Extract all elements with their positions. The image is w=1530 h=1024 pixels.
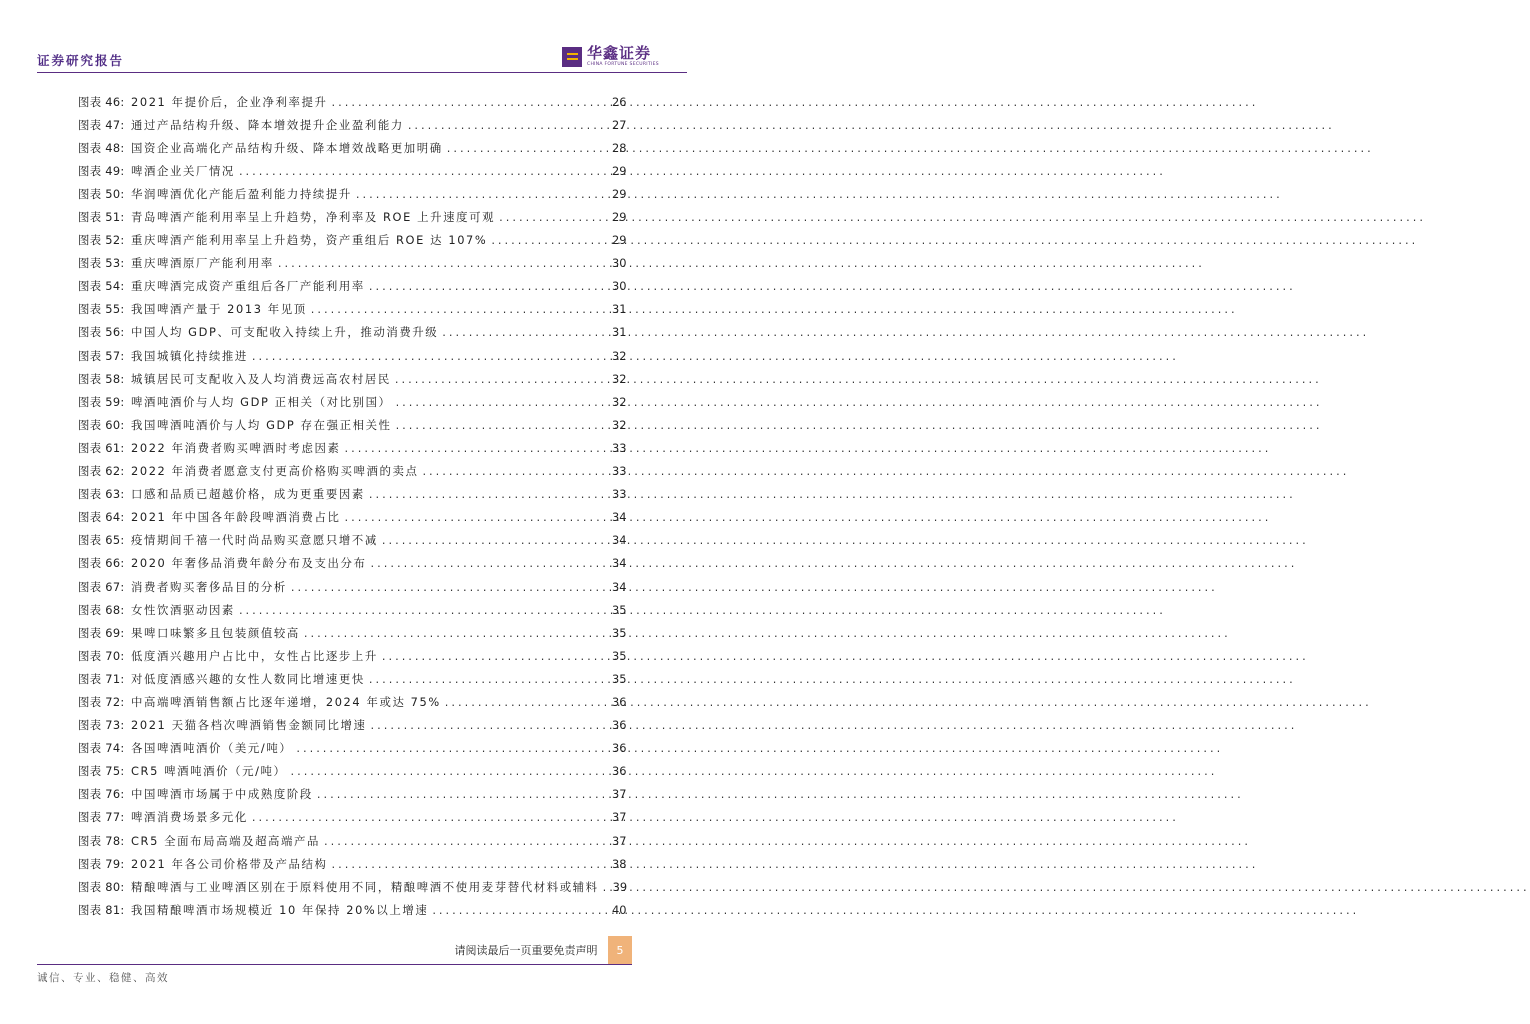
toc-figure-number: 图表 57: xyxy=(78,348,125,363)
toc-entry[interactable] xyxy=(78,460,626,483)
toc-entry[interactable] xyxy=(78,159,626,182)
toc-entry[interactable] xyxy=(78,898,626,921)
toc-entry[interactable] xyxy=(78,182,626,205)
toc-figure-number: 图表 53: xyxy=(78,256,125,271)
toc-figure-title: 口感和品质已超越价格，成为更重要因素 xyxy=(131,487,365,502)
toc-figure-title: 重庆啤酒完成资产重组后各厂产能利用率 xyxy=(131,279,365,294)
toc-figure-number: 图表 50: xyxy=(78,186,125,201)
toc-figure-title: 2021 年各公司价格带及产品结构 xyxy=(131,856,328,871)
toc-entry[interactable] xyxy=(78,136,626,159)
toc-entry[interactable] xyxy=(78,90,626,113)
header-divider xyxy=(37,72,687,73)
toc-leader-dots xyxy=(291,764,609,778)
toc-leader-dots xyxy=(370,556,608,570)
toc-page-number: 35 xyxy=(612,648,627,663)
toc-entry[interactable] xyxy=(78,229,626,252)
toc-page-number: 32 xyxy=(612,371,627,386)
toc-leader-dots xyxy=(311,302,608,316)
toc-figure-title: 疫情期间千禧一代时尚品购买意愿只增不减 xyxy=(131,533,378,548)
toc-entry[interactable] xyxy=(78,436,626,459)
toc-figure-number: 图表 62: xyxy=(78,464,125,479)
toc-page-number: 34 xyxy=(612,510,627,525)
toc-leader-dots xyxy=(296,741,608,755)
disclaimer-note: 请阅读最后一页重要免责声明 xyxy=(452,936,600,964)
toc-leader-dots xyxy=(324,834,608,848)
toc-page-number: 28 xyxy=(612,140,627,155)
toc-figure-title: 啤酒吨酒价与人均 GDP 正相关（对比别国） xyxy=(131,394,392,409)
toc-entry[interactable] xyxy=(78,298,626,321)
toc-figure-title: 果啤口味繁多且包装颜值较高 xyxy=(131,625,300,640)
toc-figure-title: 通过产品结构升级、降本增效提升企业盈利能力 xyxy=(131,117,404,132)
toc-page-number: 37 xyxy=(612,810,627,825)
toc-leader-dots xyxy=(603,880,609,894)
logo-name-en: CHINA FORTUNE SECURITIES xyxy=(587,62,659,67)
toc-leader-dots xyxy=(395,372,608,386)
toc-figure-number: 图表 69: xyxy=(78,625,125,640)
toc-figure-title: 精酿啤酒与工业啤酒区别在于原料使用不同，精酿啤酒不使用麦芽替代材料或辅料 xyxy=(131,879,599,894)
toc-leader-dots xyxy=(408,118,608,132)
toc-figure-title: 2021 年中国各年龄段啤酒消费占比 xyxy=(131,510,341,525)
toc-figure-title: 中高端啤酒销售额占比逐年递增，2024 年或达 75% xyxy=(131,694,441,709)
toc-leader-dots xyxy=(432,903,608,917)
toc-figure-number: 图表 66: xyxy=(78,556,125,571)
toc-figure-number: 图表 73: xyxy=(78,718,125,733)
toc-figure-title: 啤酒企业关厂情况 xyxy=(131,163,235,178)
toc-entry[interactable] xyxy=(78,390,626,413)
toc-figure-number: 图表 58: xyxy=(78,371,125,386)
toc-leader-dots xyxy=(369,279,608,293)
toc-leader-dots xyxy=(345,510,609,524)
toc-entry[interactable] xyxy=(78,506,626,529)
toc-entry[interactable] xyxy=(78,621,626,644)
toc-entry[interactable] xyxy=(78,875,626,898)
toc-figure-title: 2020 年奢侈品消费年龄分布及支出分布 xyxy=(131,556,367,571)
toc-entry[interactable] xyxy=(78,598,626,621)
footer-slogan: 诚信、专业、稳健、高效 xyxy=(37,972,169,984)
toc-leader-dots xyxy=(356,187,608,201)
toc-page-number: 34 xyxy=(612,556,627,571)
toc-page-number: 35 xyxy=(612,671,627,686)
toc-leader-dots xyxy=(491,233,608,247)
table-of-figures xyxy=(78,90,626,921)
toc-leader-dots xyxy=(252,810,608,824)
toc-entry[interactable] xyxy=(78,205,626,228)
toc-figure-number: 图表 70: xyxy=(78,648,125,663)
toc-leader-dots xyxy=(382,533,608,547)
toc-leader-dots xyxy=(332,95,609,109)
toc-leader-dots xyxy=(239,603,608,617)
toc-figure-number: 图表 72: xyxy=(78,694,125,709)
toc-page-number: 33 xyxy=(612,487,627,502)
toc-figure-title: 低度酒兴趣用户占比中，女性占比逐步上升 xyxy=(131,648,378,663)
toc-figure-title: 消费者购买奢侈品目的分析 xyxy=(131,579,287,594)
toc-leader-dots xyxy=(278,256,608,270)
toc-page-number: 26 xyxy=(612,94,627,109)
toc-leader-dots xyxy=(396,418,608,432)
toc-entry[interactable] xyxy=(78,690,626,713)
toc-figure-number: 图表 75: xyxy=(78,764,125,779)
toc-page-number: 35 xyxy=(612,625,627,640)
toc-figure-title: 我国城镇化持续推进 xyxy=(131,348,248,363)
toc-entry[interactable] xyxy=(78,321,626,344)
toc-page-number: 30 xyxy=(612,256,627,271)
toc-figure-title: 中国人均 GDP、可支配收入持续上升，推动消费升级 xyxy=(131,325,439,340)
toc-page-number: 32 xyxy=(612,394,627,409)
toc-leader-dots xyxy=(369,487,608,501)
toc-entry[interactable] xyxy=(78,760,626,783)
toc-figure-number: 图表 55: xyxy=(78,302,125,317)
toc-figure-number: 图表 80: xyxy=(78,879,125,894)
toc-leader-dots xyxy=(291,580,608,594)
toc-figure-number: 图表 77: xyxy=(78,810,125,825)
toc-figure-title: 国资企业高端化产品结构升级、降本增效战略更加明确 xyxy=(131,140,443,155)
toc-entry[interactable] xyxy=(78,344,626,367)
toc-page-number: 27 xyxy=(612,117,627,132)
toc-figure-title: 啤酒消费场景多元化 xyxy=(131,810,248,825)
toc-leader-dots xyxy=(304,626,608,640)
toc-page-number: 36 xyxy=(612,718,627,733)
toc-page-number: 29 xyxy=(612,233,627,248)
toc-figure-title: 重庆啤酒原厂产能利用率 xyxy=(131,256,274,271)
toc-figure-title: CR5 啤酒吨酒价（元/吨） xyxy=(131,764,287,779)
toc-leader-dots xyxy=(445,695,608,709)
toc-page-number: 30 xyxy=(612,279,627,294)
toc-figure-number: 图表 59: xyxy=(78,394,125,409)
toc-page-number: 32 xyxy=(612,417,627,432)
toc-leader-dots xyxy=(422,464,608,478)
toc-figure-number: 图表 52: xyxy=(78,233,125,248)
toc-figure-title: 各国啤酒吨酒价（美元/吨） xyxy=(131,741,293,756)
toc-entry[interactable] xyxy=(78,667,626,690)
toc-leader-dots xyxy=(447,141,608,155)
toc-page-number: 29 xyxy=(612,210,627,225)
toc-entry[interactable] xyxy=(78,852,626,875)
toc-entry[interactable] xyxy=(78,829,626,852)
toc-figure-title: 青岛啤酒产能利用率呈上升趋势，净利率及 ROE 上升速度可观 xyxy=(131,210,496,225)
toc-leader-dots xyxy=(317,787,608,801)
company-logo xyxy=(562,46,659,68)
toc-entry[interactable] xyxy=(78,413,626,436)
toc-figure-number: 图表 65: xyxy=(78,533,125,548)
toc-page-number: 35 xyxy=(612,602,627,617)
toc-figure-number: 图表 60: xyxy=(78,417,125,432)
toc-entry[interactable] xyxy=(78,529,626,552)
toc-figure-title: 我国啤酒吨酒价与人均 GDP 存在强正相关性 xyxy=(131,417,392,432)
toc-figure-title: 我国精酿啤酒市场规模近 10 年保持 20%以上增速 xyxy=(131,902,429,917)
toc-leader-dots xyxy=(382,649,608,663)
toc-figure-title: 重庆啤酒产能利用率呈上升趋势，资产重组后 ROE 达 107% xyxy=(131,233,488,248)
toc-figure-title: 中国啤酒市场属于中成熟度阶段 xyxy=(131,787,313,802)
footer-divider xyxy=(37,964,632,965)
page-number: 5 xyxy=(608,936,632,964)
toc-figure-number: 图表 54: xyxy=(78,279,125,294)
toc-page-number: 32 xyxy=(612,348,627,363)
toc-entry[interactable] xyxy=(78,367,626,390)
toc-figure-number: 图表 56: xyxy=(78,325,125,340)
toc-leader-dots xyxy=(499,210,608,224)
toc-figure-number: 图表 67: xyxy=(78,579,125,594)
toc-leader-dots xyxy=(369,672,608,686)
toc-entry[interactable] xyxy=(78,806,626,829)
toc-entry[interactable] xyxy=(78,483,626,506)
toc-figure-title: 华润啤酒优化产能后盈利能力持续提升 xyxy=(131,186,352,201)
toc-figure-title: 对低度酒感兴趣的女性人数同比增速更快 xyxy=(131,671,365,686)
toc-entry[interactable] xyxy=(78,252,626,275)
toc-figure-title: 城镇居民可支配收入及人均消费远高农村居民 xyxy=(131,371,391,386)
toc-page-number: 29 xyxy=(612,163,627,178)
toc-page-number: 38 xyxy=(612,856,627,871)
report-type-label: 证券研究报告 xyxy=(37,53,125,68)
toc-page-number: 36 xyxy=(612,764,627,779)
logo-name-cn: 华鑫证券 xyxy=(587,44,652,62)
toc-figure-title: CR5 全面布局高端及超高端产品 xyxy=(131,833,321,848)
toc-entry[interactable] xyxy=(78,275,626,298)
toc-leader-dots xyxy=(239,164,608,178)
toc-figure-number: 图表 46: xyxy=(78,94,125,109)
toc-leader-dots xyxy=(332,857,609,871)
toc-figure-number: 图表 63: xyxy=(78,487,125,502)
toc-entry[interactable] xyxy=(78,113,626,136)
toc-figure-number: 图表 81: xyxy=(78,902,125,917)
toc-figure-number: 图表 49: xyxy=(78,163,125,178)
toc-leader-dots xyxy=(370,718,608,732)
toc-figure-number: 图表 47: xyxy=(78,117,125,132)
toc-figure-number: 图表 76: xyxy=(78,787,125,802)
toc-figure-number: 图表 74: xyxy=(78,741,125,756)
toc-figure-title: 2021 天猫各档次啤酒销售金额同比增速 xyxy=(131,718,367,733)
toc-figure-number: 图表 48: xyxy=(78,140,125,155)
toc-figure-title: 我国啤酒产量于 2013 年见顶 xyxy=(131,302,307,317)
toc-leader-dots xyxy=(345,441,609,455)
logo-icon xyxy=(562,47,582,67)
toc-figure-number: 图表 68: xyxy=(78,602,125,617)
toc-page-number: 34 xyxy=(612,579,627,594)
toc-entry[interactable] xyxy=(78,737,626,760)
toc-figure-number: 图表 71: xyxy=(78,671,125,686)
toc-figure-number: 图表 79: xyxy=(78,856,125,871)
toc-page-number: 36 xyxy=(612,694,627,709)
toc-entry[interactable] xyxy=(78,552,626,575)
toc-page-number: 37 xyxy=(612,833,627,848)
toc-page-number: 33 xyxy=(612,440,627,455)
toc-entry[interactable] xyxy=(78,714,626,737)
toc-figure-number: 图表 61: xyxy=(78,440,125,455)
toc-entry[interactable] xyxy=(78,644,626,667)
toc-page-number: 34 xyxy=(612,533,627,548)
toc-entry[interactable] xyxy=(78,575,626,598)
toc-figure-number: 图表 51: xyxy=(78,210,125,225)
toc-figure-number: 图表 78: xyxy=(78,833,125,848)
toc-page-number: 40 xyxy=(612,902,627,917)
toc-figure-number: 图表 64: xyxy=(78,510,125,525)
toc-figure-title: 2022 年消费者购买啤酒时考虑因素 xyxy=(131,440,341,455)
toc-figure-title: 2022 年消费者愿意支付更高价格购买啤酒的卖点 xyxy=(131,464,419,479)
toc-leader-dots xyxy=(252,349,608,363)
toc-page-number: 31 xyxy=(612,302,627,317)
toc-page-number: 36 xyxy=(612,741,627,756)
toc-page-number: 29 xyxy=(612,186,627,201)
toc-page-number: 31 xyxy=(612,325,627,340)
toc-entry[interactable] xyxy=(78,783,626,806)
toc-page-number: 37 xyxy=(612,787,627,802)
toc-page-number: 33 xyxy=(612,464,627,479)
toc-leader-dots xyxy=(442,325,608,339)
toc-leader-dots xyxy=(396,395,608,409)
toc-figure-title: 女性饮酒驱动因素 xyxy=(131,602,235,617)
toc-page-number: 39 xyxy=(612,879,628,894)
toc-figure-title: 2021 年提价后，企业净利率提升 xyxy=(131,94,328,109)
